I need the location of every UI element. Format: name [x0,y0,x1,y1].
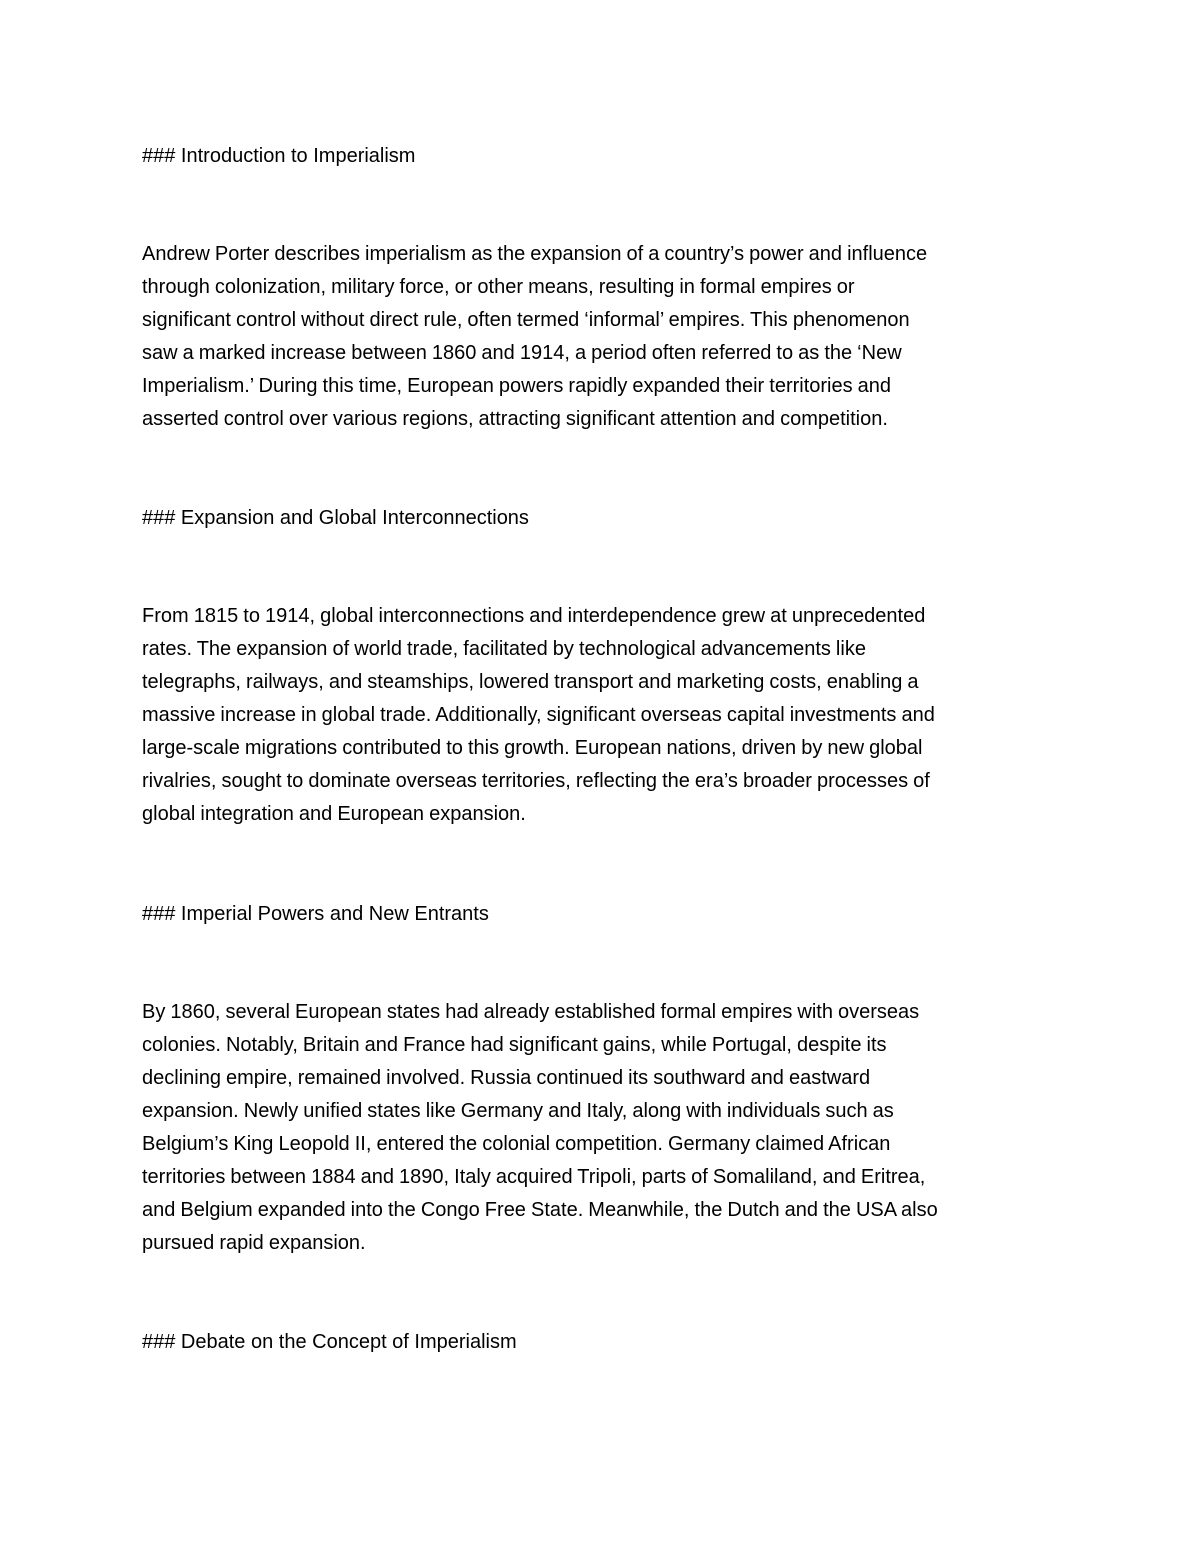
paragraph-line: Imperialism.’ During this time, European powers rapidly expanded their territories and [142,375,892,397]
section-heading-imperial-powers: ### Imperial Powers and New Entrants [142,903,489,925]
paragraph-line: massive increase in global trade. Additionally, significant overseas capital investments and [142,704,935,726]
paragraph-expansion [142,600,1062,831]
section-heading-expansion: ### Expansion and Global Interconnections [142,507,529,529]
paragraph-line: territories between 1884 and 1890, Italy acquired Tripoli, parts of Somaliland, and Eritrea, [142,1166,926,1188]
paragraph-line: rates. The expansion of world trade, facilitated by technological advancements like [142,638,866,660]
paragraph-introduction [142,238,1062,436]
paragraph-line: pursued rapid expansion. [142,1232,366,1254]
paragraph-line: telegraphs, railways, and steamships, lowered transport and marketing costs, enabling a [142,671,919,693]
paragraph-line: declining empire, remained involved. Russia continued its southward and eastward [142,1067,871,1089]
paragraph-line: Andrew Porter describes imperialism as the expansion of a country’s power and influence [142,243,928,265]
paragraph-line: and Belgium expanded into the Congo Free State. Meanwhile, the Dutch and the USA also [142,1199,938,1221]
paragraph-imperial-powers [142,996,1062,1260]
paragraph-line: Belgium’s King Leopold II, entered the colonial competition. Germany claimed African [142,1133,891,1155]
paragraph-line: large-scale migrations contributed to this growth. European nations, driven by new global [142,737,923,759]
paragraph-line: through colonization, military force, or other means, resulting in formal empires or [142,276,855,298]
paragraph-line: expansion. Newly unified states like Germany and Italy, along with individuals such as [142,1100,894,1122]
paragraph-line: global integration and European expansion. [142,803,526,825]
section-heading-introduction: ### Introduction to Imperialism [142,145,416,167]
paragraph-line: By 1860, several European states had already established formal empires with overseas [142,1001,920,1023]
paragraph-line: saw a marked increase between 1860 and 1914, a period often referred to as the ‘New [142,342,902,364]
paragraph-line: significant control without direct rule, often termed ‘informal’ empires. This phenomenon [142,309,910,331]
paragraph-line: colonies. Notably, Britain and France had significant gains, while Portugal, despite its [142,1034,887,1056]
paragraph-line: rivalries, sought to dominate overseas territories, reflecting the era’s broader processes of [142,770,930,792]
paragraph-line: From 1815 to 1914, global interconnections and interdependence grew at unprecedented [142,605,926,627]
paragraph-line: asserted control over various regions, attracting significant attention and competition. [142,408,888,430]
section-heading-debate: ### Debate on the Concept of Imperialism [142,1331,517,1353]
